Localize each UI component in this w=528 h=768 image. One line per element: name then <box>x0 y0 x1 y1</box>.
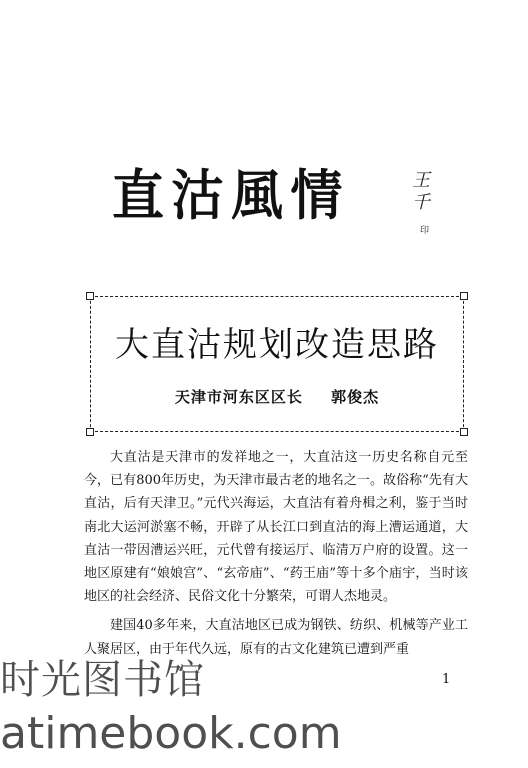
title-box <box>90 296 464 432</box>
article-body <box>84 446 468 667</box>
corner-ornament <box>86 292 94 300</box>
byline-author: 郭俊杰 <box>331 388 380 406</box>
corner-ornament <box>460 292 468 300</box>
paragraph: 大直沽是天津市的发祥地之一，大直沽这一历史名称自元至今，已有800年历史，为天津市最古老的地名之一。故俗称“先有大直沽，后有天津卫。”元代兴海运，大直沽有着舟楫之利，鉴于当时南北大运河淤塞不畅，开辟了从长江口到直沽的海上漕运通道，大直沽一带因漕运兴旺，元代曾有接运厅、临清万户府的设置。这一地区原建有“娘娘宫”、“玄帝庙”、“药王庙”等十多个庙宇，当时该地区的社会经济、民俗文化十分繁荣，可谓人杰地灵。 <box>84 450 468 605</box>
calligrapher-signature <box>412 170 436 242</box>
byline <box>91 387 463 407</box>
signature-text: 王千 <box>412 170 430 213</box>
byline-role: 天津市河东区区长 <box>174 388 303 406</box>
corner-ornament <box>86 428 94 436</box>
watermark-chinese: 时光图书馆 <box>0 657 205 703</box>
article-title: 大直沽规划改造思路 <box>115 325 439 365</box>
seal-mark: 印 <box>420 226 430 236</box>
corner-ornament <box>460 428 468 436</box>
page-number: 1 <box>442 672 451 687</box>
calligraphy-title: 直沽風情 <box>112 163 351 227</box>
watermark-url: atimebook.com <box>0 708 342 759</box>
paragraph: 建国40多年来，大直沽地区已成为钢铁、纺织、机械等产业工人聚居区，由于年代久远，原有的古文化建筑已遭到严重 <box>84 618 468 657</box>
